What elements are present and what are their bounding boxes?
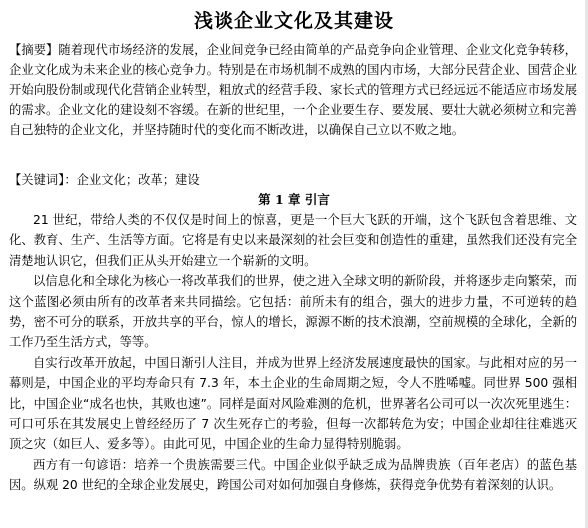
document-title: 浅谈企业文化及其建设 xyxy=(193,10,394,32)
chapter-body xyxy=(9,210,577,496)
body-paragraph-2: 以信息化和全球化为核心一将改革我们的世界，使之进入全球文明的新阶段，并将逐步走向繁荣，而这个蓝图必须由所有的改革者来共同描绘。它包括：前所未有的组合，强大的进步力量，不可逆转的趋势，密不可分的联系，开放共享的平台，惊人的增长，源源不断的技术浪潮，空前规模的全球化，全新的工作乃至生活方式，等等。 xyxy=(9,274,577,350)
body-paragraph-1: 21 世纪，带给人类的不仅仅是时间上的惊喜，更是一个巨大飞跃的开端，这个飞跃包含着思维、文化、教育、生产、生活等方面。它将是有史以来最深刻的社会巨变和创造性的重建，虽然我们还没有完全清楚地认识它，但我们正从头开始建立一个崭新的文明。 xyxy=(9,213,577,268)
body-paragraph-4: 西方有一句谚语：培养一个贵族需要三代。中国企业似乎缺乏成为品牌贵族（百年老店）的蓝色基因。纵观 20 世纪的全球企业发展史，跨国公司对如何加强自身修炼，获得竞争优势有着深刻的认识。 xyxy=(9,457,577,493)
keywords-tag: 【关键词】： xyxy=(9,173,77,187)
body-paragraph-3: 自实行改革开放起，中国日渐引人注目，并成为世界上经济发展速度最快的国家。与此相对应的另一幕则是，中国企业的平均寿命只有 7.3 年，本土企业的生命周期之短，令人不胜唏嘘。同世界 500 强相比，中国企业“成名也快，其败也速”。同样是面对风险难测的危机，世界著名公司可以一次次死里逃生：可口可乐在其发展史上曾经经历了 7 次生死存亡的考验，但每一次都转危为安；中国企业却往往难逃灭顶之灾（如巨人、爱多等）。由此可见，中国企业的生命力显得特别脆弱。 xyxy=(9,355,577,452)
keywords-section xyxy=(9,170,577,190)
keywords-text: 企业文化；改革；建设 xyxy=(76,173,200,187)
chapter-heading: 第 1 章 引言 xyxy=(258,192,330,207)
abstract-section xyxy=(9,40,577,140)
abstract-tag: 【摘要】 xyxy=(9,43,59,57)
abstract-text: 随着现代市场经济的发展，企业间竞争已经由简单的产品竞争向企业管理、企业文化竞争转移，企业文化成为未来企业的核心竞争力。特别是在市场机制不成熟的国内市场，大部分民营企业、国营企业开始向股份制或现代化营销企业转型，粗放式的经营手段、家长式的管理方式已经远远不能适应市场发展的需求。企业文化的建设刻不容缓。在新的世纪里，一个企业要生存、要发展、要壮大就必须树立和完善自己独特的企业文化，并坚持随时代的变化而不断改进，以确保自己立以不败之地。 xyxy=(9,43,577,137)
